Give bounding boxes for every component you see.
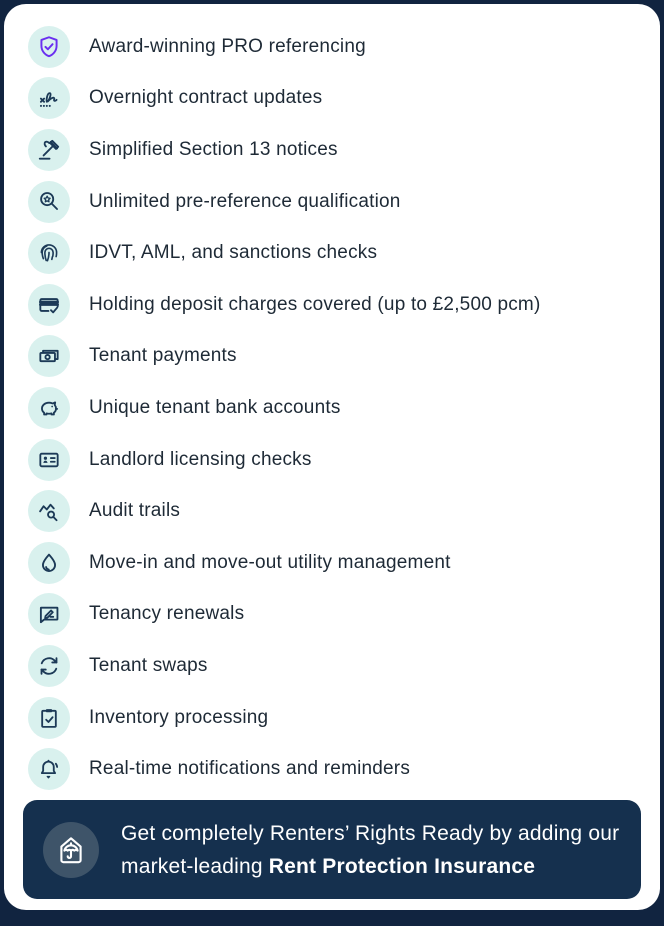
banner-text-regular: Get completely Renters’ Rights Ready by adding our market-leading xyxy=(121,821,620,878)
feature-row-inventory-processing xyxy=(28,692,660,744)
banner-text-bold: Rent Protection Insurance xyxy=(268,854,536,878)
feature-label: Award-winning PRO referencing xyxy=(89,35,366,57)
feature-row-holding-deposit xyxy=(28,279,660,331)
umbrella-house-icon xyxy=(43,822,99,878)
cycle-arrows-icon xyxy=(28,645,70,687)
feature-label: Move-in and move-out utility management xyxy=(89,551,451,573)
feature-label: Landlord licensing checks xyxy=(89,448,312,470)
feature-label: Audit trails xyxy=(89,500,181,522)
feature-label: Inventory processing xyxy=(89,706,269,728)
feature-label: Real-time notifications and reminders xyxy=(89,758,411,780)
signature-icon xyxy=(28,77,70,119)
fingerprint-icon xyxy=(28,232,70,274)
bell-ring-icon xyxy=(28,748,70,790)
feature-label: Holding deposit charges covered (up to £2,500 pcm) xyxy=(89,293,541,315)
message-edit-icon xyxy=(28,593,70,635)
feature-label: IDVT, AML, and sanctions checks xyxy=(89,242,378,264)
feature-row-notifications xyxy=(28,743,660,795)
search-star-icon xyxy=(28,181,70,223)
banner-text xyxy=(121,817,621,883)
banknote-icon xyxy=(28,335,70,377)
piggy-bank-icon xyxy=(28,387,70,429)
rent-protection-banner[interactable] xyxy=(23,800,641,899)
feature-row-pro-referencing xyxy=(28,21,660,73)
feature-label: Tenant payments xyxy=(89,345,237,367)
feature-card xyxy=(4,4,660,910)
clipboard-check-icon xyxy=(28,697,70,739)
feature-row-idvt-checks xyxy=(28,227,660,279)
feature-label: Tenant swaps xyxy=(89,654,208,676)
gavel-icon xyxy=(28,129,70,171)
chart-search-icon xyxy=(28,490,70,532)
shield-check-icon xyxy=(28,26,70,68)
feature-row-pre-reference xyxy=(28,176,660,228)
feature-row-tenant-payments xyxy=(28,331,660,383)
feature-label: Overnight contract updates xyxy=(89,87,323,109)
id-card-icon xyxy=(28,439,70,481)
feature-row-contract-updates xyxy=(28,73,660,125)
feature-label: Unique tenant bank accounts xyxy=(89,396,341,418)
feature-row-audit-trails xyxy=(28,485,660,537)
feature-list xyxy=(4,4,660,795)
card-check-icon xyxy=(28,284,70,326)
feature-label: Simplified Section 13 notices xyxy=(89,138,338,160)
feature-row-section-13 xyxy=(28,124,660,176)
feature-row-tenancy-renewals xyxy=(28,589,660,641)
water-drop-icon xyxy=(28,542,70,584)
feature-row-utility-management xyxy=(28,537,660,589)
feature-label: Unlimited pre-reference qualification xyxy=(89,190,401,212)
feature-row-tenant-swaps xyxy=(28,640,660,692)
feature-label: Tenancy renewals xyxy=(89,603,245,625)
feature-row-licensing-checks xyxy=(28,434,660,486)
feature-row-bank-accounts xyxy=(28,382,660,434)
